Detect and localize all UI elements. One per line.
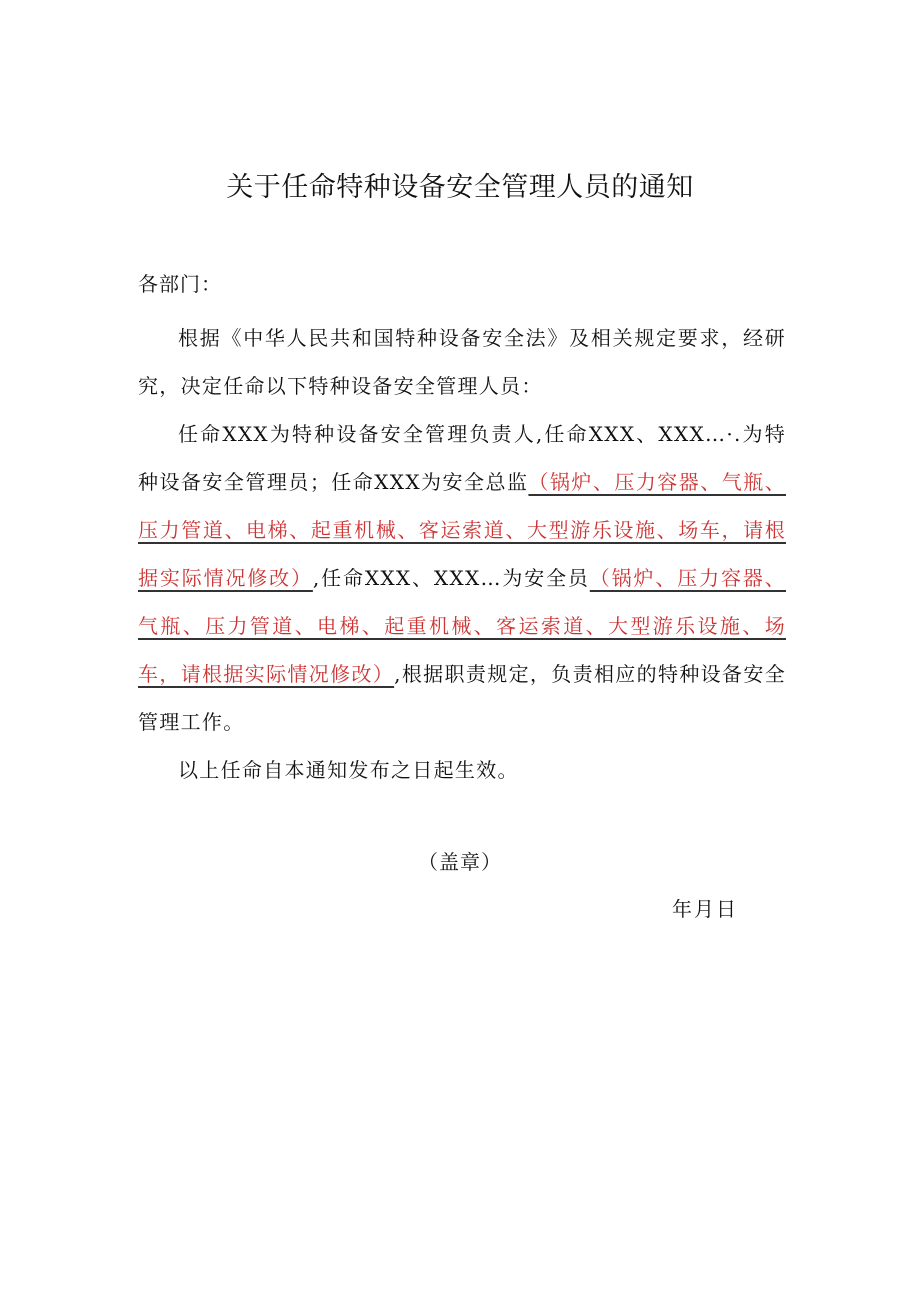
paragraph-effective-date: 以上任命自本通知发布之日起生效。: [178, 758, 519, 782]
editable-note-1: （锅炉、压力容器、气瓶、压力管道、电梯、起重机械、客运索道、大型游乐设施、场车，请根据实际情况修改）: [138, 470, 786, 590]
appointment-text-2: ,任命XXX、XXX…为安全员: [312, 566, 590, 590]
document-title: 关于任命特种设备安全管理人员的通知: [226, 172, 694, 203]
paragraph-appointments: [138, 410, 786, 746]
seal-placeholder: （盖章）: [418, 850, 502, 874]
date-line: 年月日: [672, 897, 738, 921]
appointment-text-1: 任命XXX为特种设备安全管理负责人,任命XXX、XXX…·.为特种设备安全管理员；任命XXX为安全总监: [138, 422, 786, 494]
editable-note-2: （锅炉、压力容器、气瓶、压力管道、电梯、起重机械、客运索道、大型游乐设施、场车，请根据实际情况修改）: [138, 566, 786, 686]
appointment-text-3: ,根据职责规定，负责相应的特种设备安全管理工作。: [138, 662, 786, 734]
salutation: 各部门：: [138, 272, 222, 296]
paragraph-legal-basis: 根据《中华人民共和国特种设备安全法》及相关规定要求，经研究，决定任命以下特种设备安全管理人员：: [138, 326, 786, 398]
